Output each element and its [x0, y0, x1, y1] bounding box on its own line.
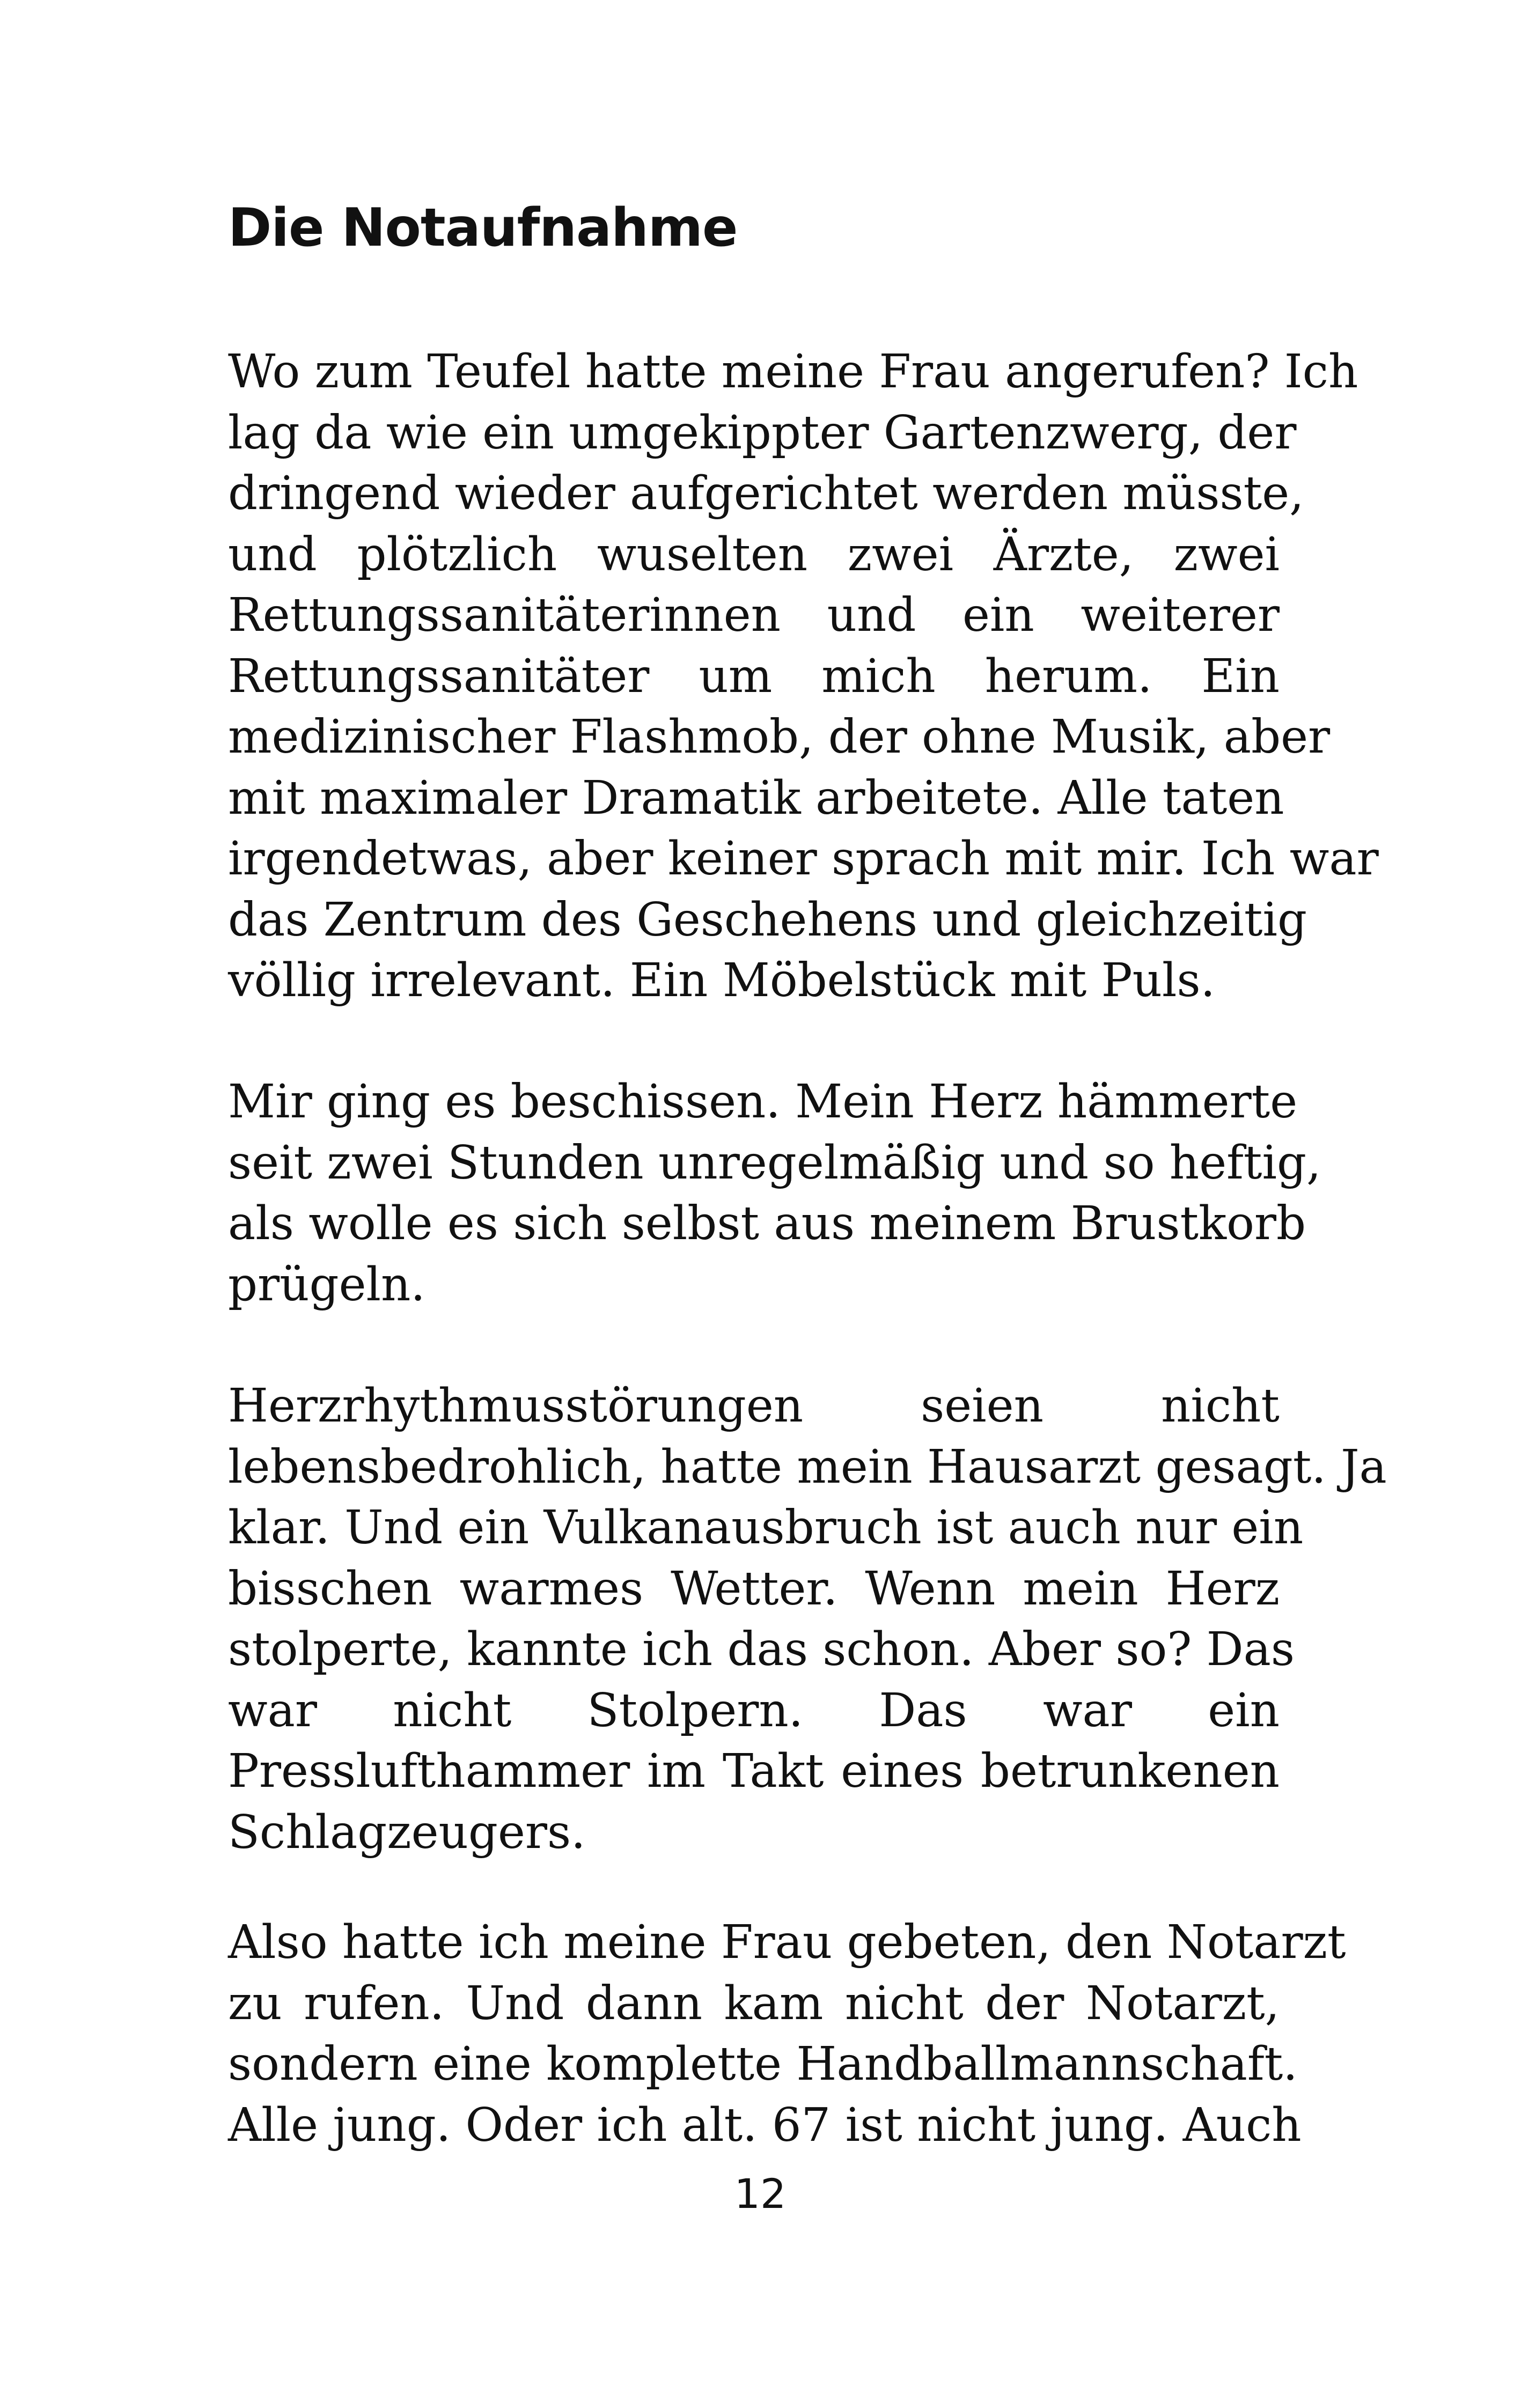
text-line: zu rufen. Und dann kam nicht der Notarzt, [228, 1976, 1280, 2030]
text-line: medizinischer Flashmob, der ohne Musik, aber [228, 710, 1331, 764]
paragraph-2 [228, 1072, 1321, 1315]
paragraph-3 [228, 1376, 1387, 1863]
text-line: seit zwei Stunden unregelmäßig und so heftig, [228, 1136, 1321, 1190]
text-line: Herzrhythmusstörungen seien nicht [228, 1379, 1280, 1433]
text-line: klar. Und ein Vulkanausbruch ist auch nur ein [228, 1501, 1304, 1555]
text-line: und plötzlich wuselten zwei Ärzte, zwei [228, 527, 1280, 581]
text-line: völlig irrelevant. Ein Möbelstück mit Puls. [228, 954, 1215, 1007]
text-line: irgendetwas, aber keiner sprach mit mir. Ich war [228, 832, 1379, 886]
text-line: Wo zum Teufel hatte meine Frau angerufen? Ich [228, 345, 1358, 399]
text-line: bisschen warmes Wetter. Wenn mein Herz [228, 1562, 1280, 1616]
text-line: Presslufthammer im Takt eines betrunkenen [228, 1744, 1280, 1798]
chapter-title: Die Notaufnahme [228, 197, 738, 259]
text-line: sondern eine komplette Handballmannschaft. [228, 2037, 1298, 2091]
paragraph-1 [228, 342, 1379, 1012]
text-line: war nicht Stolpern. Das war ein [228, 1683, 1280, 1737]
text-line: Rettungssanitäterinnen und ein weiterer [228, 588, 1280, 642]
text-line: dringend wieder aufgerichtet werden müsste, [228, 467, 1304, 520]
text-line: Also hatte ich meine Frau gebeten, den Notarzt [228, 1916, 1346, 1969]
page-number: 12 [734, 2170, 787, 2218]
text-line: lag da wie ein umgekippter Gartenzwerg, der [228, 406, 1297, 460]
paragraph-4 [228, 1912, 1346, 2156]
text-line: stolperte, kannte ich das schon. Aber so? Das [228, 1623, 1295, 1676]
text-line: prügeln. [228, 1257, 425, 1312]
text-line: als wolle es sich selbst aus meinem Brustkorb [228, 1197, 1306, 1250]
text-line: lebensbedrohlich, hatte mein Hausarzt gesagt. Ja [228, 1440, 1387, 1494]
text-line: Mir ging es beschissen. Mein Herz hämmerte [228, 1075, 1298, 1129]
text-line: das Zentrum des Geschehens und gleichzeitig [228, 893, 1307, 947]
text-line: mit maximaler Dramatik arbeitete. Alle taten [228, 771, 1284, 825]
text-line: Schlagzeugers. [228, 1805, 586, 1859]
text-line: Alle jung. Oder ich alt. 67 ist nicht jung. Auch [228, 2098, 1302, 2152]
text-line: Rettungssanitäter um mich herum. Ein [228, 649, 1280, 703]
